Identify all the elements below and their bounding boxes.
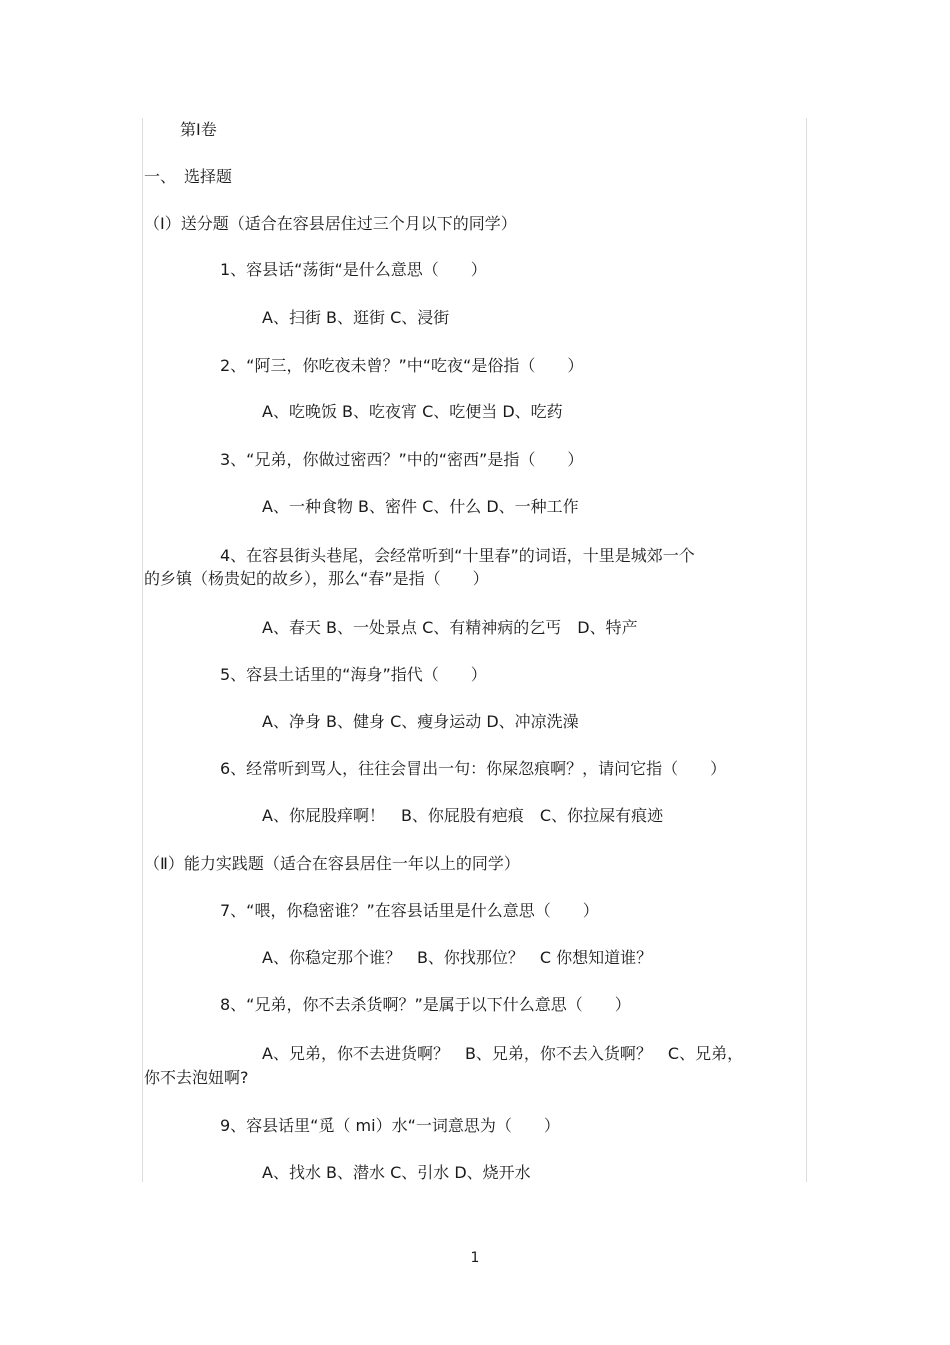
- question-3-stem: 3、“兄弟，你做过密西？”中的“密西”是指（ ）: [220, 450, 584, 469]
- question-1-stem: 1、容县话“荡街“是什么意思（ ）: [220, 260, 487, 279]
- question-9-stem: 9、容县话里“觅（ mi）水“一词意思为（ ）: [220, 1116, 560, 1135]
- question-4-stem-line2: 的乡镇（杨贵妃的故乡），那么“春”是指（ ）: [144, 569, 489, 588]
- part1-title: （Ⅰ）送分题（适合在容县居住过三个月以下的同学）: [144, 214, 517, 233]
- question-3-options: A、一种食物 B、密件 C、什么 D、一种工作: [262, 497, 579, 516]
- question-8-options-line1: A、兄弟，你不去进货啊？ B、兄弟，你不去入货啊？ C、兄弟，: [262, 1044, 744, 1063]
- margin-line-left: [142, 118, 143, 1182]
- question-2-stem: 2、“阿三，你吃夜未曾？”中“吃夜“是俗指（ ）: [220, 356, 584, 375]
- question-5-stem: 5、容县土话里的“海身”指代（ ）: [220, 665, 487, 684]
- question-1-options: A、扫街 B、逛街 C、浸街: [262, 308, 450, 327]
- question-5-options: A、净身 B、健身 C、瘦身运动 D、冲凉洗澡: [262, 712, 579, 731]
- question-9-options: A、找水 B、潜水 C、引水 D、烧开水: [262, 1163, 531, 1182]
- question-4-options: A、春天 B、一处景点 C、有精神病的乞丐 D、特产: [262, 618, 638, 637]
- question-2-options: A、吃晚饭 B、吃夜宵 C、吃便当 D、吃药: [262, 402, 563, 421]
- question-6-options: A、你屁股痒啊！ B、你屁股有疤痕 C、你拉屎有痕迹: [262, 806, 664, 825]
- question-7-options: A、你稳定那个谁？ B、你找那位？ C 你想知道谁？: [262, 948, 653, 967]
- question-4-stem-line1: 4、在容县街头巷尾，会经常听到“十里春”的词语，十里是城郊一个: [220, 546, 695, 565]
- part2-title: （Ⅱ）能力实践题（适合在容县居住一年以上的同学）: [144, 854, 520, 873]
- question-8-options-line2: 你不去泡妞啊?: [144, 1068, 249, 1087]
- question-7-stem: 7、“喂，你稳密谁？”在容县话里是什么意思（ ）: [220, 901, 599, 920]
- section-title: 一、 选择题: [144, 167, 233, 186]
- question-6-stem: 6、经常听到骂人，往往会冒出一句：你屎忽痕啊？，请问它指（ ）: [220, 759, 727, 778]
- volume-title: 第Ⅰ卷: [180, 120, 217, 139]
- margin-line-right: [806, 118, 807, 1182]
- question-8-stem: 8、“兄弟，你不去杀货啊？”是属于以下什么意思（ ）: [220, 995, 631, 1014]
- page-number: 1: [470, 1250, 480, 1266]
